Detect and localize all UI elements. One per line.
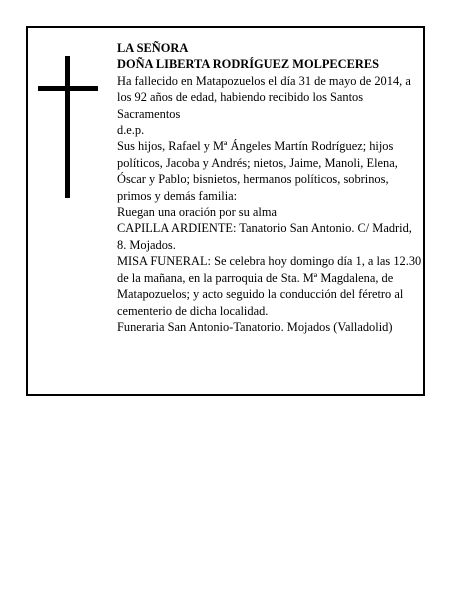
deceased-name: DOÑA LIBERTA RODRÍGUEZ MOLPECERES [117, 57, 379, 72]
family-list: Sus hijos, Rafael y Mª Ángeles Martín Rodríguez; hijos políticos, Jacoba y Andrés; nietos, Jaime, Manoli, Elena, Óscar y Pablo; bisnietos, hermanos políticos, sobrinos, primos y demás familia: [117, 139, 398, 203]
cross-vertical-bar [65, 56, 70, 198]
notice-text-block [117, 40, 422, 335]
funeral-home: Funeraria San Antonio-Tanatorio. Mojados (Valladolid) [117, 319, 393, 334]
cross-icon [38, 56, 98, 198]
prayer-request: Ruegan una oración por su alma [117, 205, 277, 220]
chapel-info: CAPILLA ARDIENTE: Tanatorio San Antonio. C/ Madrid, 8. Mojados. [117, 221, 412, 252]
death-announcement: Ha fallecido en Matapozuelos el día 31 de mayo de 2014, a los 92 años de edad, habiendo recibido los Santos Sacramentos [117, 73, 411, 121]
rip-text: d.e.p. [117, 123, 145, 138]
notice-title: LA SEÑORA [117, 41, 189, 55]
funeral-mass-info: MISA FUNERAL: Se celebra hoy domingo día 1, a las 12.30 de la mañana, en la parroquia de Sta. Mª Magdalena, de Matapozuelos; y acto seguido la conducción del féretro al cementerio de dicha localidad. [117, 254, 422, 318]
cross-horizontal-bar [38, 86, 98, 91]
obituary-notice [26, 26, 425, 396]
